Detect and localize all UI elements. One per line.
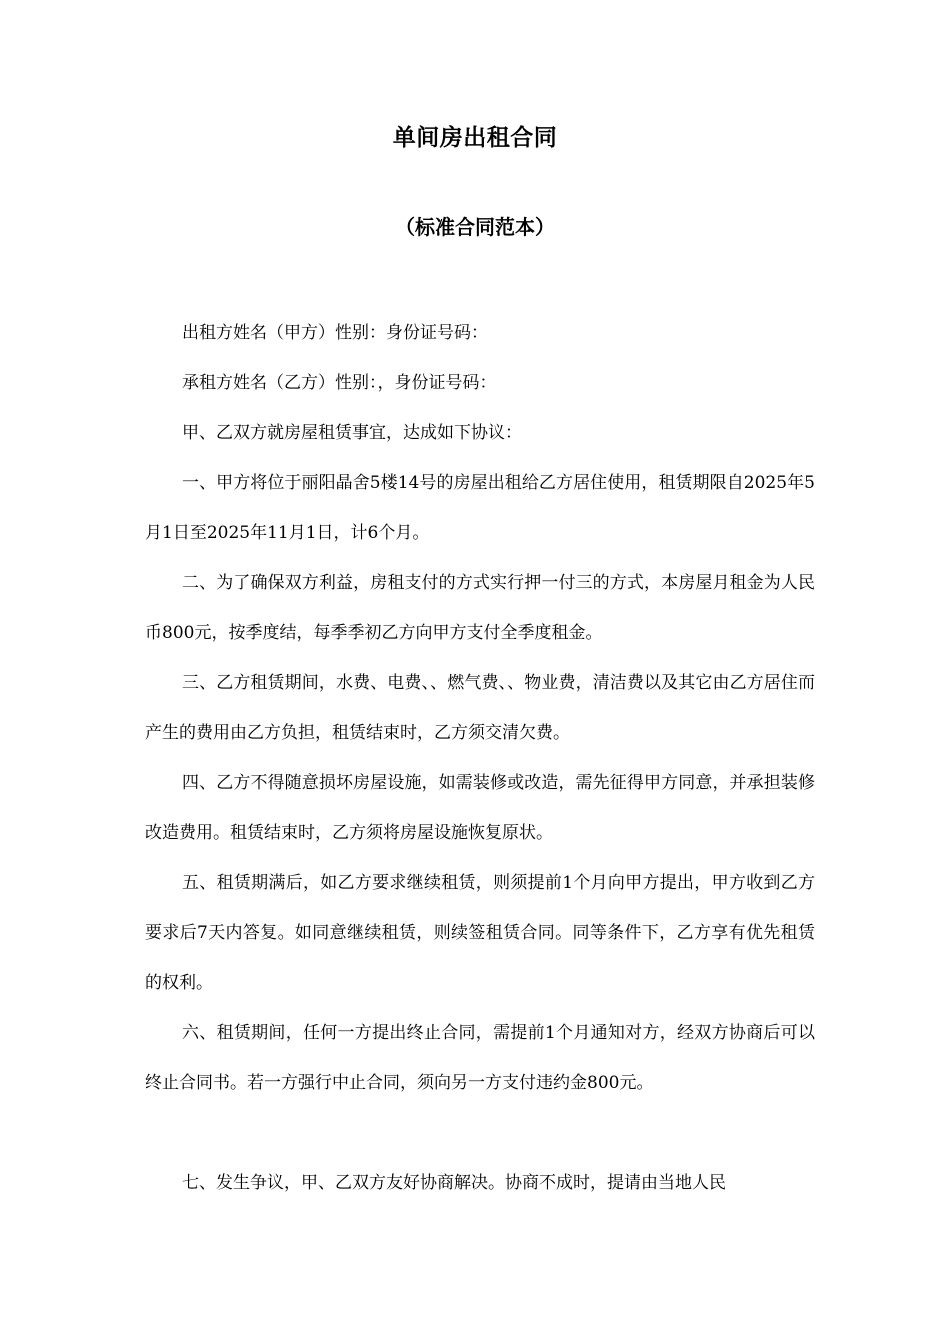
document-subtitle: （标准合同范本） bbox=[395, 215, 555, 239]
agreement-intro: 甲、乙双方就房屋租赁事宜，达成如下协议： bbox=[182, 423, 522, 443]
lessor-info-line: 出租方姓名（甲方）性别：身份证号码： bbox=[182, 323, 488, 343]
clause-4: 四、乙方不得随意损坏房屋设施，如需装修或改造，需先征得甲方同意，并承担装修改造费用。租赁结束时，乙方须将房屋设施恢复原状。 bbox=[145, 773, 815, 843]
document-body bbox=[145, 308, 815, 1208]
clause-2: 二、为了确保双方利益，房租支付的方式实行押一付三的方式，本房屋月租金为人民币800元，按季度结，每季季初乙方向甲方支付全季度租金。 bbox=[145, 573, 815, 643]
clause-7: 七、发生争议，甲、乙双方友好协商解决。协商不成时，提请由当地人民 bbox=[182, 1173, 726, 1193]
document-title: 单间房出租合同 bbox=[392, 125, 558, 151]
lessee-info-line: 承租方姓名（乙方）性别：，身份证号码： bbox=[182, 373, 497, 393]
clause-3: 三、乙方租赁期间，水费、电费、、燃气费、、物业费，清洁费以及其它由乙方居住而产生的费用由乙方负担，租赁结束时，乙方须交清欠费。 bbox=[145, 673, 815, 743]
clause-1: 一、甲方将位于丽阳晶舍5楼14号的房屋出租给乙方居住使用，租赁期限自2025年5月1日至2025年11月1日，计6个月。 bbox=[145, 473, 815, 543]
clause-6: 六、租赁期间，任何一方提出终止合同，需提前1个月通知对方，经双方协商后可以终止合同书。若一方强行中止合同，须向另一方支付违约金800元。 bbox=[145, 1023, 815, 1093]
clause-5: 五、租赁期满后，如乙方要求继续租赁，则须提前1个月向甲方提出，甲方收到乙方要求后7天内答复。如同意继续租赁，则续签租赁合同。同等条件下，乙方享有优先租赁的权利。 bbox=[145, 873, 815, 993]
